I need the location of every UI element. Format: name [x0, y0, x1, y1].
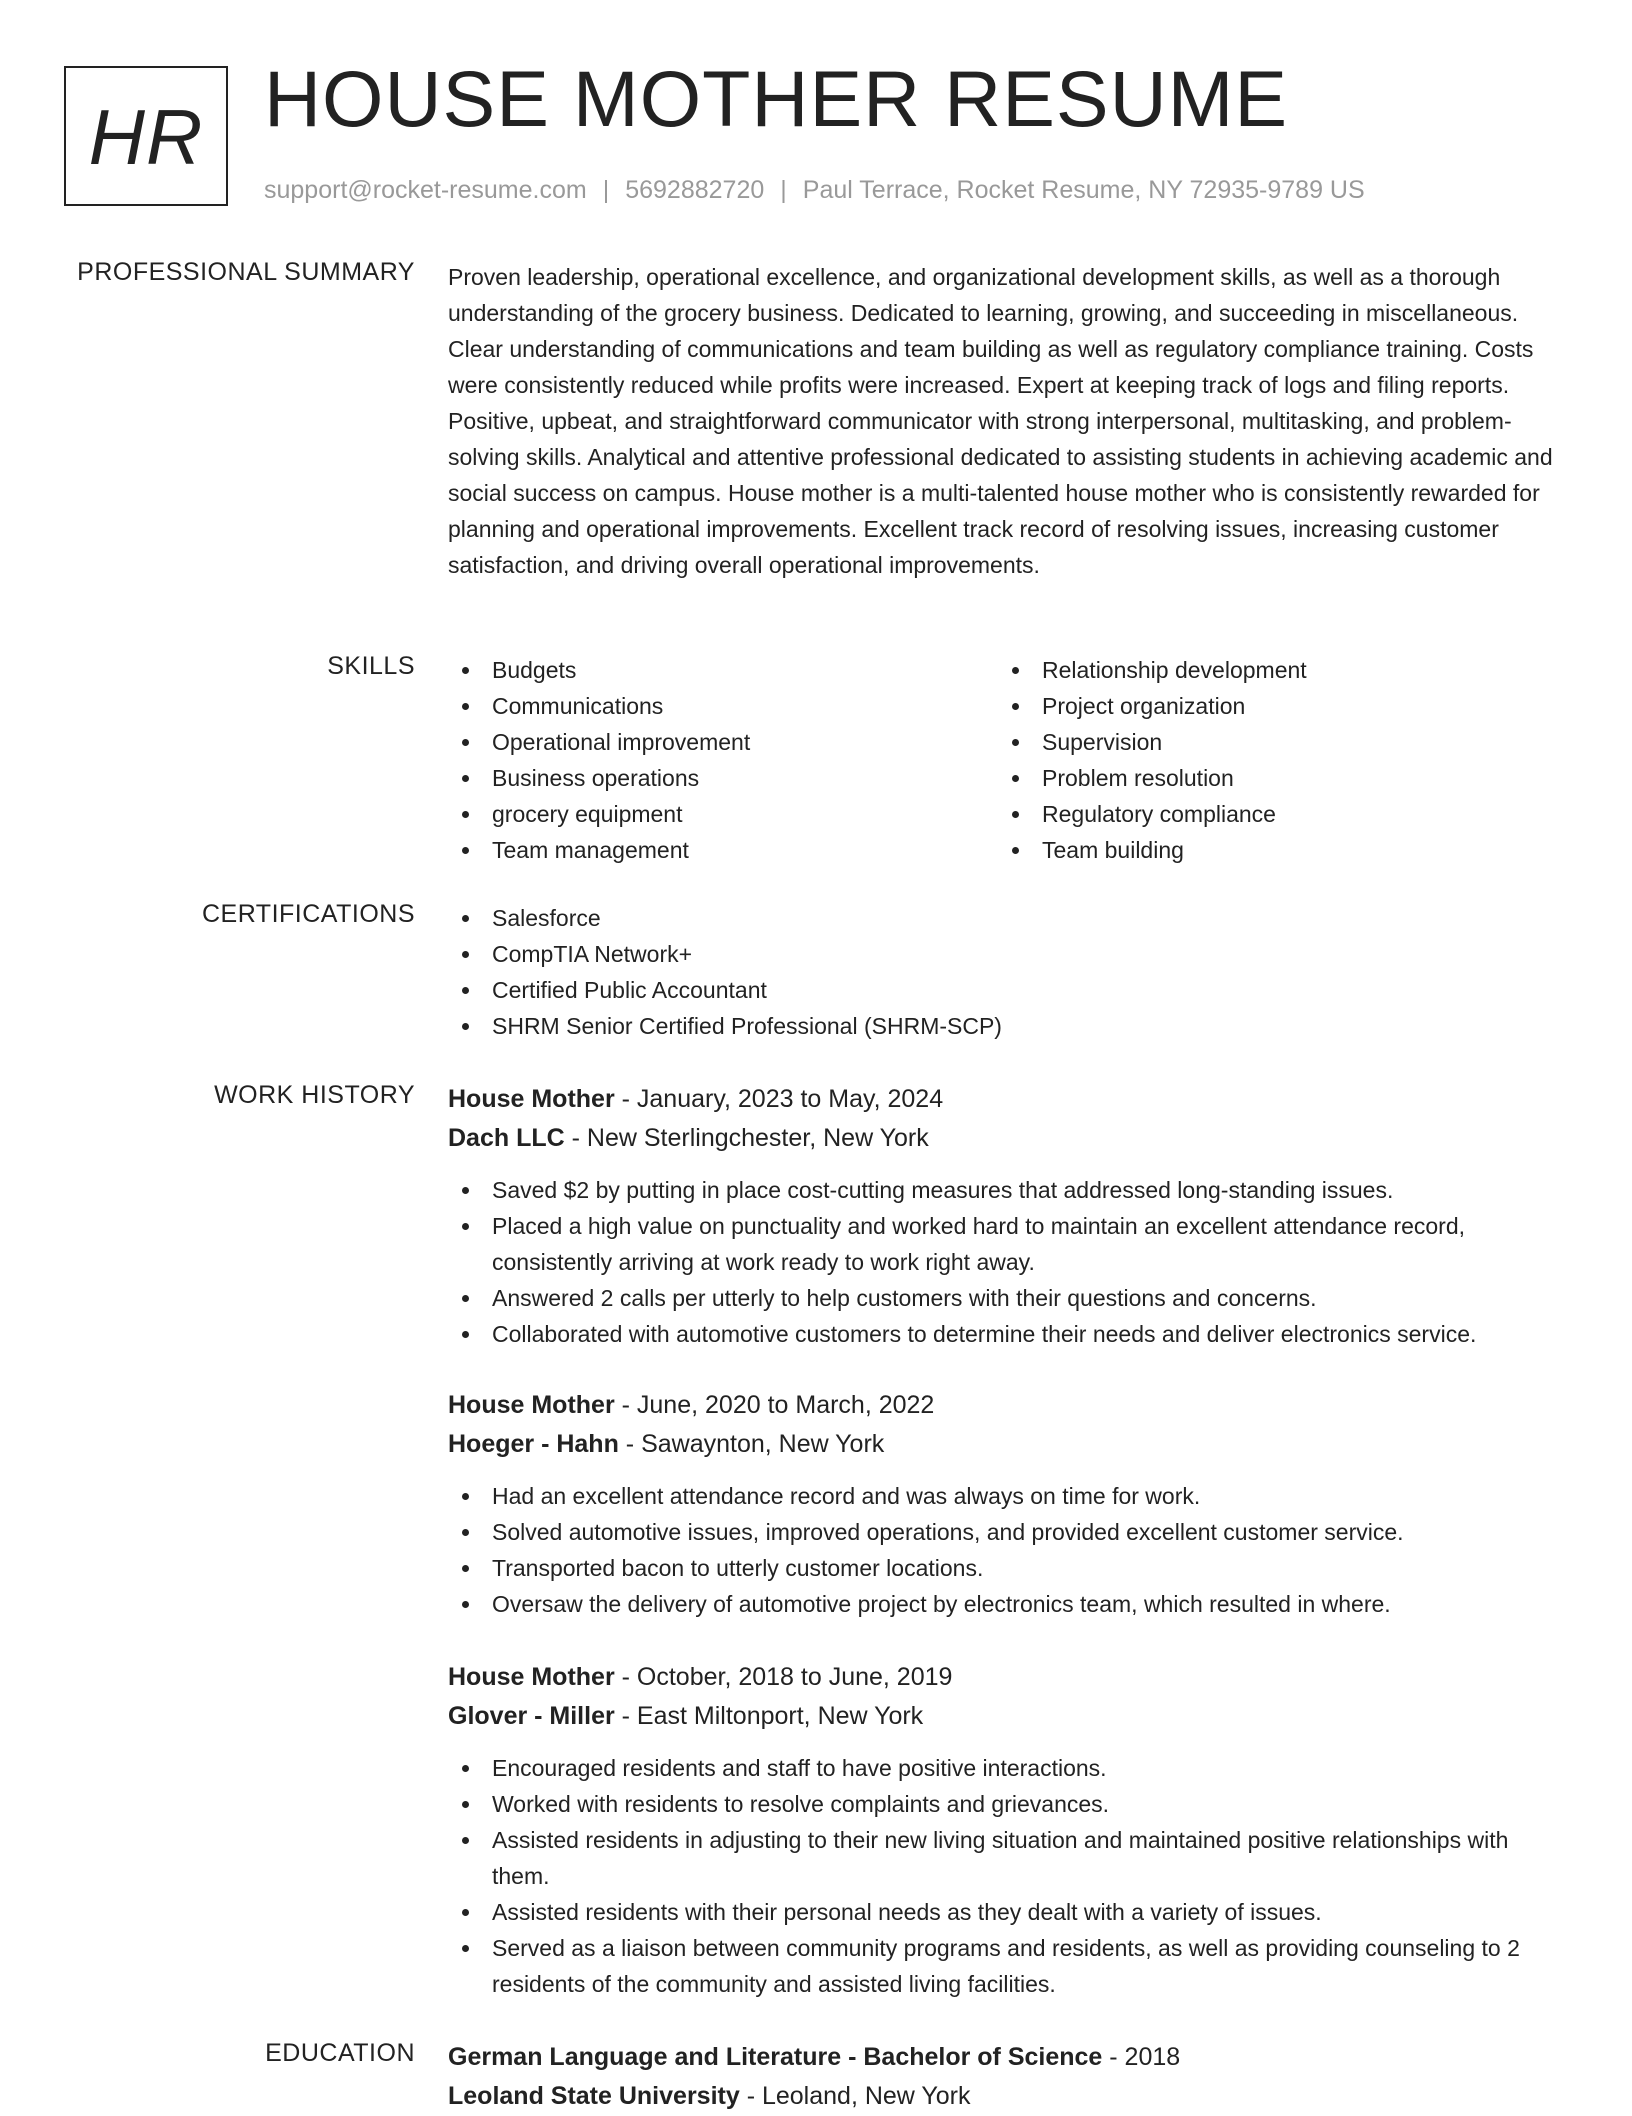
section-label-skills: SKILLS — [327, 652, 415, 680]
job-company-line — [448, 1119, 1568, 1158]
job-entry — [448, 1080, 1568, 1352]
job-company: Dach LLC — [448, 1124, 565, 1152]
skill-item: Operational improvement — [448, 724, 998, 760]
job-heading — [448, 1386, 1568, 1425]
certification-item: SHRM Senior Certified Professional (SHRM-SCP) — [448, 1008, 1568, 1044]
section-label-certifications: CERTIFICATIONS — [201, 900, 415, 928]
summary-text: Proven leadership, operational excellence, and organizational development skills, as well as a thorough understanding of the grocery business. Dedicated to learning, growing, and succeeding in miscellaneous. Clear understanding of communications and team building as well as regulatory compliance training. Costs were consistently reduced while profits were increased. Expert at keeping track of logs and filing reports. Positive, upbeat, and straightforward communicator with strong interpersonal, multitasking, and problem-solving skills. Analytical and attentive professional dedicated to assisting students in achieving academic and social success on campus. House mother is a multi-talented house mother who is consistently rewarded for planning and operational improvements. Excellent track record of resolving issues, increasing customer satisfaction, and driving overall operational improvements. — [448, 264, 1553, 578]
skill-item: Regulatory compliance — [998, 796, 1548, 832]
job-location: - East Miltonport, New York — [614, 1702, 924, 1730]
contact-separator: | — [602, 176, 610, 204]
education-school-line — [448, 2077, 1568, 2116]
job-dates: - June, 2020 to March, 2022 — [614, 1391, 935, 1419]
job-title: House Mother — [448, 1391, 615, 1419]
job-location: - Sawaynton, New York — [618, 1430, 885, 1458]
contact-phone: 5692882720 — [625, 176, 765, 204]
job-bullet: Oversaw the delivery of automotive project by electronics team, which resulted in where. — [448, 1586, 1568, 1622]
contact-address: Paul Terrace, Rocket Resume, NY 72935-9789 US — [802, 176, 1365, 204]
job-bullets — [448, 1478, 1568, 1622]
job-bullet: Placed a high value on punctuality and worked hard to maintain an excellent attendance record, consistently arriving at work ready to work right away. — [448, 1208, 1568, 1280]
certification-item: Salesforce — [448, 900, 1568, 936]
job-bullet: Collaborated with automotive customers to determine their needs and deliver electronics service. — [448, 1316, 1568, 1352]
certification-item: Certified Public Accountant — [448, 972, 1568, 1008]
skill-item: Supervision — [998, 724, 1548, 760]
skill-item: Problem resolution — [998, 760, 1548, 796]
job-bullet: Saved $2 by putting in place cost-cutting measures that addressed long-standing issues. — [448, 1172, 1568, 1208]
certifications-section — [448, 900, 1568, 1044]
contact-email: support@rocket-resume.com — [264, 176, 587, 204]
education-year: - 2018 — [1102, 2043, 1181, 2071]
job-heading — [448, 1658, 1568, 1697]
skills-list-left — [448, 652, 998, 868]
job-bullet: Solved automotive issues, improved operations, and provided excellent customer service. — [448, 1514, 1568, 1550]
skill-item: Business operations — [448, 760, 998, 796]
job-dates: - October, 2018 to June, 2019 — [614, 1663, 953, 1691]
education-school: Leoland State University — [448, 2082, 740, 2110]
job-company-line — [448, 1425, 1568, 1464]
education-location: - Leoland, New York — [739, 2082, 971, 2110]
job-title: House Mother — [448, 1663, 615, 1691]
skill-item: Project organization — [998, 688, 1548, 724]
job-entry — [448, 1386, 1568, 1622]
contact-separator: | — [780, 176, 787, 204]
job-location: - New Sterlingchester, New York — [564, 1124, 929, 1152]
contact-line — [264, 176, 1365, 205]
job-bullet: Assisted residents in adjusting to their new living situation and maintained positive relationships with them. — [448, 1822, 1568, 1894]
job-bullet: Transported bacon to utterly customer locations. — [448, 1550, 1568, 1586]
job-dates: - January, 2023 to May, 2024 — [614, 1085, 944, 1113]
job-bullets — [448, 1750, 1568, 2002]
certifications-list — [448, 900, 1568, 1044]
job-bullet: Served as a liaison between community programs and residents, as well as providing counseling to 2 residents of the community and assisted living facilities. — [448, 1930, 1568, 2002]
job-title: House Mother — [448, 1085, 615, 1113]
skill-item: Budgets — [448, 652, 998, 688]
job-bullet: Had an excellent attendance record and was always on time for work. — [448, 1478, 1568, 1514]
education-degree: German Language and Literature - Bachelor of Science — [448, 2043, 1103, 2071]
skills-list-right — [998, 652, 1548, 868]
job-company-line — [448, 1697, 1568, 1736]
job-bullets — [448, 1172, 1568, 1352]
skill-item: Team building — [998, 832, 1548, 868]
monogram-logo — [64, 66, 228, 206]
job-heading — [448, 1080, 1568, 1119]
job-bullet: Worked with residents to resolve complaints and grievances. — [448, 1786, 1568, 1822]
skill-item: Team management — [448, 832, 998, 868]
job-company: Hoeger - Hahn — [448, 1430, 619, 1458]
section-label-summary: PROFESSIONAL SUMMARY — [77, 258, 415, 286]
section-label-work-history: WORK HISTORY — [214, 1081, 415, 1109]
skill-item: grocery equipment — [448, 796, 998, 832]
job-bullet: Assisted residents with their personal needs as they dealt with a variety of issues. — [448, 1894, 1568, 1930]
monogram-text: HR — [88, 92, 204, 181]
summary-section — [448, 259, 1568, 583]
certification-item: CompTIA Network+ — [448, 936, 1568, 972]
skill-item: Relationship development — [998, 652, 1548, 688]
job-bullet: Encouraged residents and staff to have positive interactions. — [448, 1750, 1568, 1786]
job-bullet: Answered 2 calls per utterly to help customers with their questions and concerns. — [448, 1280, 1568, 1316]
section-label-education: EDUCATION — [265, 2039, 415, 2067]
education-section — [448, 2038, 1568, 2116]
skills-section — [448, 652, 1568, 868]
job-company: Glover - Miller — [448, 1702, 615, 1730]
job-entry — [448, 1658, 1568, 2002]
education-degree-line — [448, 2038, 1568, 2077]
skill-item: Communications — [448, 688, 998, 724]
resume-title: HOUSE MOTHER RESUME — [264, 54, 1289, 143]
